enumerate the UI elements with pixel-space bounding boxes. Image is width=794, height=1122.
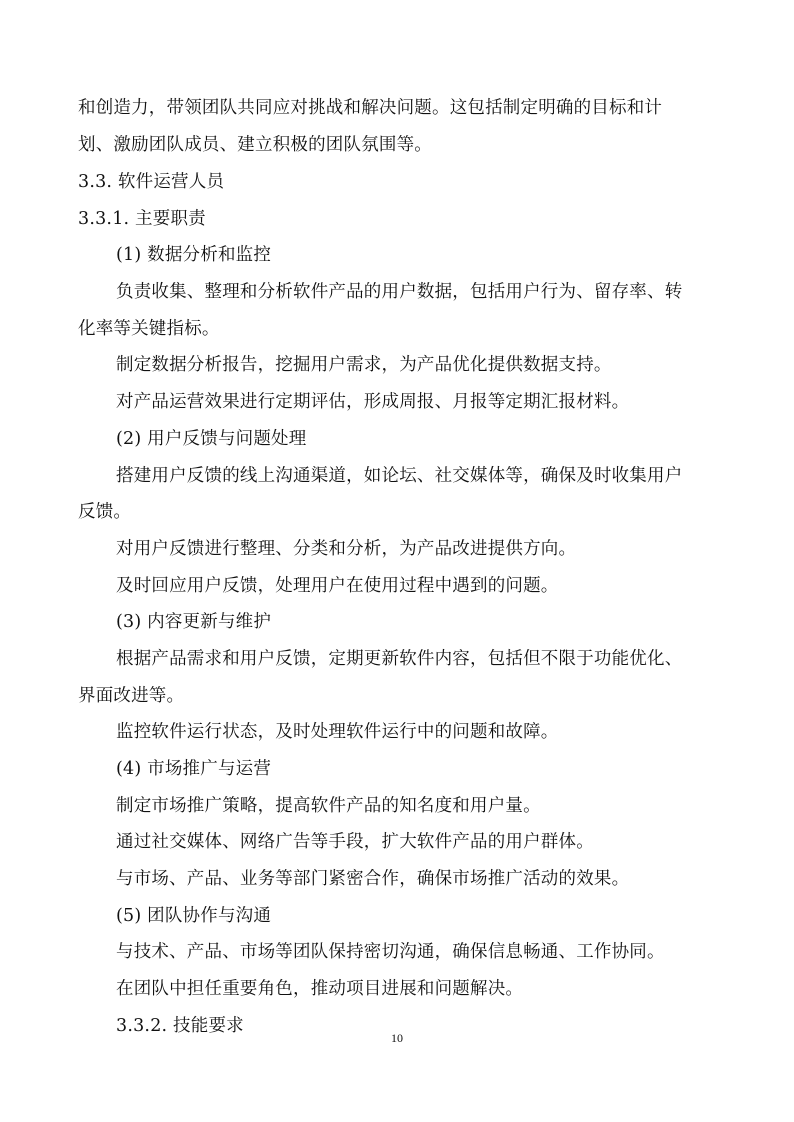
subsection-heading: 3.3.1. 主要职责 xyxy=(78,209,206,229)
paragraph-line: 及时回应用户反馈，处理用户在使用过程中遇到的问题。 xyxy=(116,576,559,596)
paragraph-line: 对产品运营效果进行定期评估，形成周报、月报等定期汇报材料。 xyxy=(116,392,630,412)
list-heading: (5) 团队协作与沟通 xyxy=(116,906,272,926)
section-heading: 3.3. 软件运营人员 xyxy=(78,172,225,192)
paragraph-line: 制定市场推广策略，提高软件产品的知名度和用户量。 xyxy=(116,796,541,816)
list-heading: (2) 用户反馈与问题处理 xyxy=(116,429,307,449)
list-heading: (4) 市场推广与运营 xyxy=(116,759,272,779)
paragraph-line: 和创造力，带领团队共同应对挑战和解决问题。这包括制定明确的目标和计 xyxy=(78,98,663,118)
paragraph-line: 与市场、产品、业务等部门紧密合作，确保市场推广活动的效果。 xyxy=(116,869,630,889)
paragraph-line: 界面改进等。 xyxy=(78,686,185,706)
paragraph-line: 监控软件运行状态，及时处理软件运行中的问题和故障。 xyxy=(116,722,559,742)
paragraph-line: 通过社交媒体、网络广告等手段，扩大软件产品的用户群体。 xyxy=(116,832,594,852)
paragraph-line: 对用户反馈进行整理、分类和分析，为产品改进提供方向。 xyxy=(116,539,577,559)
paragraph-line: 制定数据分析报告，挖掘用户需求，为产品优化提供数据支持。 xyxy=(116,355,612,375)
paragraph-line: 划、激励团队成员、建立积极的团队氛围等。 xyxy=(78,135,432,155)
paragraph-line: 根据产品需求和用户反馈，定期更新软件内容，包括但不限于功能优化、 xyxy=(116,649,683,669)
paragraph-line: 在团队中担任重要角色，推动项目进展和问题解决。 xyxy=(116,979,524,999)
paragraph-line: 搭建用户反馈的线上沟通渠道，如论坛、社交媒体等，确保及时收集用户 xyxy=(116,466,683,486)
paragraph-line: 反馈。 xyxy=(78,502,132,522)
paragraph-line: 化率等关键指标。 xyxy=(78,319,220,339)
list-heading: (3) 内容更新与维护 xyxy=(116,612,272,632)
subsection-heading: 3.3.2. 技能要求 xyxy=(116,1016,244,1036)
page-number: 10 xyxy=(391,1031,403,1045)
list-heading: (1) 数据分析和监控 xyxy=(116,245,272,265)
paragraph-line: 负责收集、整理和分析软件产品的用户数据，包括用户行为、留存率、转 xyxy=(116,282,683,302)
paragraph-line: 与技术、产品、市场等团队保持密切沟通，确保信息畅通、工作协同。 xyxy=(116,942,665,962)
